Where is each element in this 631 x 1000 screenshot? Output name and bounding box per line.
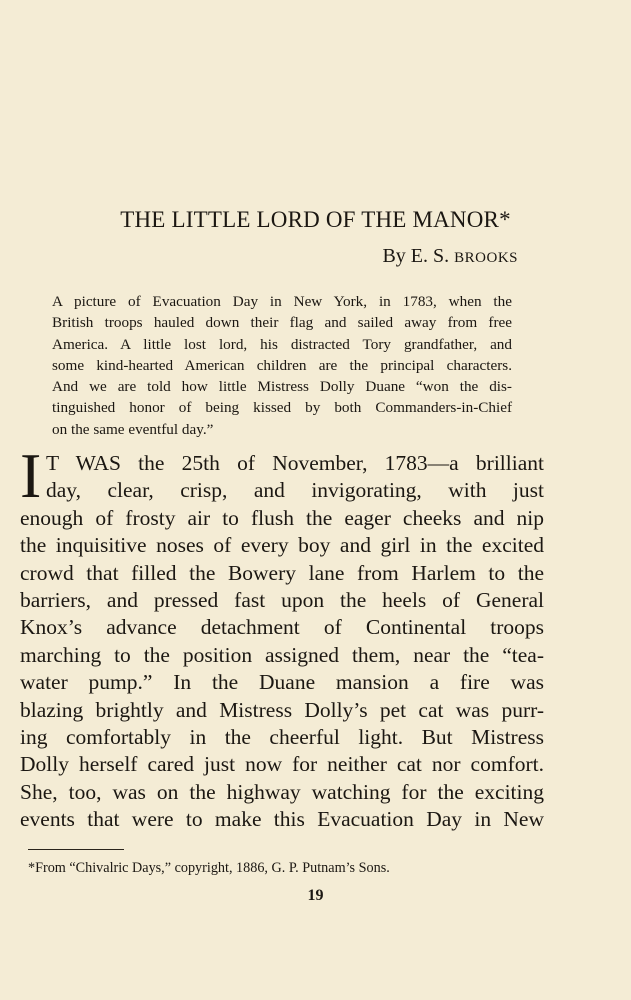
body-line: day, clear, crisp, and invigorating, with just <box>46 478 544 503</box>
intro-line: British troops hauled down their flag and sailed away from free <box>52 314 512 332</box>
footnote-rule <box>28 849 124 850</box>
intro-line: And we are told how little Mistress Dolly Duane “won the dis- <box>52 378 512 396</box>
body-line: water pump.” In the Duane mansion a fire was <box>20 670 544 695</box>
body-line: Dolly herself cared just now for neither cat nor comfort. <box>20 752 544 777</box>
body-line: the inquisitive noses of every boy and girl in the excited <box>20 533 544 558</box>
intro-line: on the same eventful day.” <box>52 420 214 438</box>
body-line: barriers, and pressed fast upon the heels of General <box>20 587 544 612</box>
body-text <box>20 450 544 833</box>
byline-prefix: By E. S. <box>382 245 455 267</box>
body-line: enough of frosty air to flush the eager cheeks and nip <box>20 505 544 530</box>
intro-line: A picture of Evacuation Day in New York, in 1783, when the <box>52 293 512 310</box>
body-line: T WAS the 25th of November, 1783—a brilliant <box>46 451 544 475</box>
page-number: 19 <box>307 887 324 904</box>
intro-line: America. A little lost lord, his distracted Tory grandfather, and <box>52 335 512 353</box>
intro-line: some kind-hearted American children are the principal characters. <box>52 356 512 374</box>
intro-summary <box>52 291 512 440</box>
chapter-byline <box>0 242 518 272</box>
body-line: crowd that filled the Bowery lane from Harlem to the <box>20 560 544 585</box>
chapter-title: THE LITTLE LORD OF THE MANOR* <box>120 207 511 232</box>
footnote: *From “Chivalric Days,” copyright, 1886, G. P. Putnam’s Sons. <box>28 860 390 876</box>
body-line: marching to the position assigned them, near the “tea- <box>20 642 544 667</box>
body-line: She, too, was on the highway watching for the exciting <box>20 779 544 804</box>
intro-line: tinguished honor of being kissed by both Commanders-in-Chief <box>52 399 512 417</box>
byline-author: BROOKS <box>454 250 518 266</box>
body-line: ing comfortably in the cheerful light. But Mistress <box>20 724 544 749</box>
body-line: events that were to make this Evacuation Day in New <box>20 807 544 832</box>
body-line: Knox’s advance detachment of Continental troops <box>20 615 544 640</box>
body-line: blazing brightly and Mistress Dolly’s pet cat was purr- <box>20 697 544 722</box>
drop-cap: I <box>20 446 42 504</box>
